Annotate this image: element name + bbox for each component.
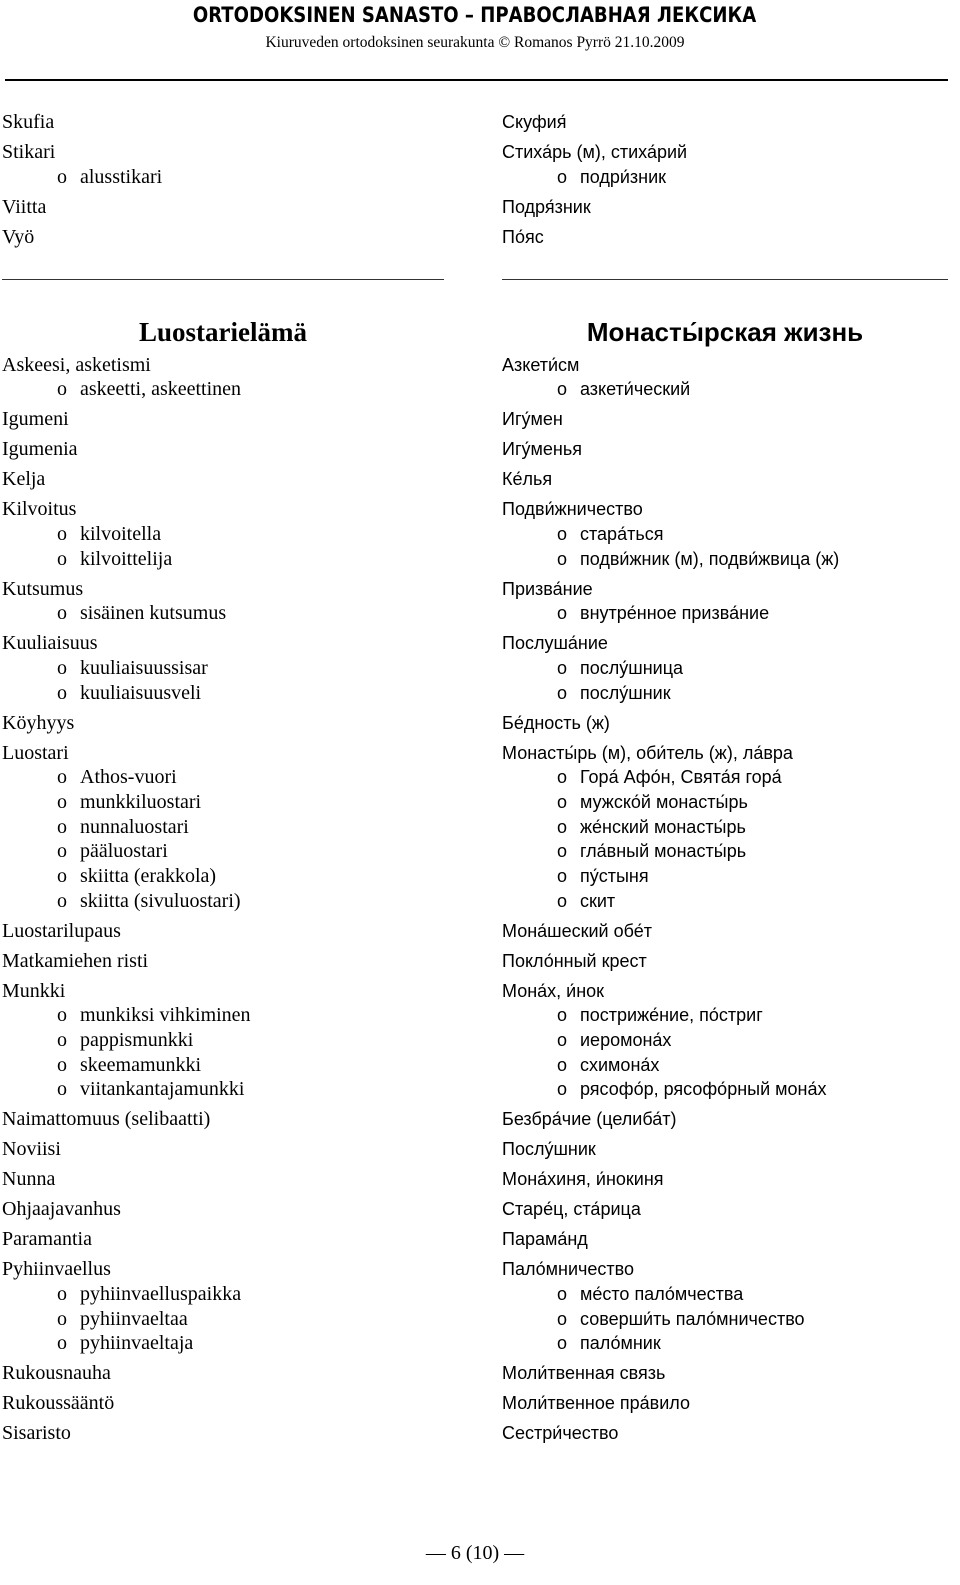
finnish-term: viitankantajamunkki — [80, 1078, 245, 1101]
russian-term: Стиха́рь (м), стиха́рий — [502, 141, 688, 162]
russian-column-divider — [502, 279, 948, 280]
glossary-entry-row — [2, 407, 948, 432]
finnish-term: Paramantia — [2, 1228, 92, 1251]
russian-term: послу́шница — [580, 657, 684, 678]
finnish-term-cell — [2, 631, 502, 656]
finnish-term-cell — [2, 839, 502, 864]
russian-term: Старе́ц, ста́рица — [502, 1199, 641, 1220]
finnish-term-cell — [2, 547, 502, 572]
russian-term-cell — [502, 225, 948, 250]
russian-term: Безбра́чие (целиба́т) — [502, 1109, 677, 1130]
bullet-marker: o — [557, 816, 568, 837]
finnish-term: Nunna — [2, 1168, 56, 1191]
finnish-term: Köyhyys — [2, 711, 75, 734]
finnish-term: Stikari — [2, 140, 56, 163]
russian-term: Бе́дность (ж) — [502, 712, 610, 733]
finnish-term-cell — [2, 353, 502, 378]
russian-term: Сестри́чество — [502, 1423, 619, 1444]
bullet-marker: o — [557, 379, 568, 400]
finnish-term-cell — [2, 1137, 502, 1162]
russian-term-cell — [502, 1361, 948, 1386]
russian-term-cell — [502, 815, 948, 840]
russian-term-cell — [502, 765, 948, 790]
russian-term-cell — [502, 601, 948, 626]
finnish-term: pappismunkki — [80, 1029, 194, 1052]
finnish-term-cell — [2, 1361, 502, 1386]
russian-term-cell — [502, 790, 948, 815]
glossary-subentry-row — [2, 377, 948, 402]
russian-term: Моли́твенная связь — [502, 1363, 666, 1384]
russian-term-cell — [502, 741, 948, 766]
bullet-marker: o — [57, 378, 67, 401]
bullet-marker: o — [557, 1333, 568, 1354]
glossary-entry-row — [2, 1107, 948, 1132]
russian-term-cell — [502, 1003, 948, 1028]
bullet-marker: o — [557, 1005, 568, 1026]
russian-term-cell — [502, 577, 948, 602]
finnish-term: Pyhiinvaellus — [2, 1258, 111, 1281]
russian-term: По́яс — [502, 226, 544, 247]
finnish-term: Skufia — [2, 111, 55, 133]
glossary-subentry-row — [2, 1077, 948, 1102]
finnish-term: Kuuliaisuus — [2, 632, 98, 655]
bullet-marker: o — [557, 841, 568, 862]
finnish-term: kilvoitella — [80, 522, 162, 545]
finnish-term-cell — [2, 407, 502, 432]
bullet-marker: o — [57, 815, 67, 838]
bullet-marker: o — [57, 1029, 67, 1052]
finnish-term-cell — [2, 1257, 502, 1282]
finnish-term: Matkamiehen risti — [2, 949, 149, 972]
document-title-text: ORTODOKSINEN SANASTO – ПРАВОСЛАВНАЯ ЛЕКСИКА — [193, 3, 757, 27]
russian-term-cell — [502, 979, 948, 1004]
russian-term-cell — [502, 467, 948, 492]
russian-term-cell — [502, 1077, 948, 1102]
glossary-subentry-row — [2, 656, 948, 681]
glossary-subentry-row — [2, 547, 948, 572]
finnish-term-cell — [2, 711, 502, 736]
finnish-term-cell — [2, 165, 502, 190]
header-divider — [5, 79, 948, 81]
russian-term: Пало́мничество — [502, 1259, 635, 1280]
russian-term-cell — [502, 656, 948, 681]
finnish-term-cell — [2, 741, 502, 766]
glossary-entry-row — [2, 1361, 948, 1386]
glossary-entry-row — [2, 577, 948, 602]
glossary-subentry-row — [2, 839, 948, 864]
bullet-marker: o — [557, 1079, 568, 1100]
russian-term-cell — [502, 165, 948, 190]
finnish-term: kilvoittelija — [80, 547, 173, 570]
bullet-marker: o — [57, 1004, 67, 1027]
finnish-term-cell — [2, 601, 502, 626]
finnish-term: pyhiinvaeltaja — [80, 1332, 194, 1355]
finnish-term: Igumeni — [2, 408, 69, 431]
section-heading-russian: Монасты́рская жизнь — [586, 317, 864, 347]
glossary-subentry-row — [2, 790, 948, 815]
glossary-entry-row — [2, 467, 948, 492]
finnish-term: Noviisi — [2, 1138, 61, 1161]
russian-term-cell — [502, 547, 948, 572]
finnish-term: nunnaluostari — [80, 815, 189, 838]
finnish-term: Rukousnauha — [2, 1362, 111, 1385]
finnish-term-cell — [2, 497, 502, 522]
russian-term-cell — [502, 110, 948, 135]
russian-term-cell — [502, 711, 948, 736]
document-subtitle: Kiuruveden ortodoksinen seurakunta © Romanos Pyrrö 21.10.2009 — [265, 34, 685, 51]
russian-term-cell — [502, 377, 948, 402]
glossary-entry-row — [2, 949, 948, 974]
russian-term-cell — [502, 1282, 948, 1307]
russian-term: схимона́х — [580, 1054, 660, 1075]
finnish-term-cell — [2, 195, 502, 220]
finnish-term-cell — [2, 1421, 502, 1446]
glossary-entry-row — [2, 140, 948, 165]
finnish-column-divider — [2, 279, 444, 280]
finnish-term: skeemamunkki — [80, 1053, 202, 1076]
glossary-entry-row — [2, 353, 948, 378]
finnish-term: askeetti, askeettinen — [80, 378, 242, 401]
glossary-entry-row — [2, 979, 948, 1004]
russian-term: соверши́ть пало́мничество — [580, 1308, 805, 1329]
russian-term-cell — [502, 407, 948, 432]
finnish-term: Luostarilupaus — [2, 919, 121, 942]
russian-term: мужско́й монасты́рь — [580, 791, 748, 812]
finnish-term: Askeesi, asketismi — [2, 353, 151, 376]
bullet-marker: o — [57, 165, 67, 188]
glossary-entry-row — [2, 497, 948, 522]
russian-term: Мона́хиня, и́нокиня — [502, 1169, 664, 1190]
glossary-entry-row — [2, 225, 948, 250]
document-title — [0, 2, 950, 28]
russian-term: Парама́нд — [502, 1229, 588, 1250]
glossary-subentry-row — [2, 1053, 948, 1078]
bullet-marker: o — [57, 790, 67, 813]
russian-term-cell — [502, 1391, 948, 1416]
glossary-entry-row — [2, 741, 948, 766]
finnish-term: Ohjaajavanhus — [2, 1198, 121, 1221]
russian-term-cell — [502, 1028, 948, 1053]
russian-term: рясофо́р, рясофо́рный мона́х — [580, 1079, 827, 1100]
russian-term: Мона́х, и́нок — [502, 980, 605, 1001]
finnish-term-cell — [2, 1028, 502, 1053]
finnish-term-cell — [2, 949, 502, 974]
finnish-term-cell — [2, 1053, 502, 1078]
russian-term: Азкети́см — [502, 354, 580, 375]
glossary-entry-row — [2, 1137, 948, 1162]
finnish-term-cell — [2, 110, 502, 135]
russian-term: Покло́нный крест — [502, 950, 647, 971]
bullet-marker: o — [57, 865, 67, 888]
finnish-term: Rukoussääntö — [2, 1392, 115, 1415]
glossary-subentry-row — [2, 1331, 948, 1356]
russian-term-cell — [502, 1107, 948, 1132]
bullet-marker: o — [557, 523, 568, 544]
russian-term: ме́сто пало́мчества — [580, 1284, 744, 1305]
finnish-term: Athos-vuori — [80, 766, 177, 789]
russian-term-cell — [502, 1167, 948, 1192]
finnish-term-cell — [2, 1391, 502, 1416]
finnish-term: kuuliaisuussisar — [80, 656, 208, 679]
russian-term-cell — [502, 1421, 948, 1446]
finnish-term-cell — [2, 681, 502, 706]
section-heading-finnish: Luostarielämä — [139, 317, 307, 347]
finnish-term: Igumenia — [2, 438, 78, 461]
glossary-subentry-row — [2, 601, 948, 626]
finnish-term: sisäinen kutsumus — [80, 602, 227, 625]
glossary-subentry-row — [2, 522, 948, 547]
finnish-term-cell — [2, 1107, 502, 1132]
glossary-subentry-row — [2, 681, 948, 706]
glossary-subentry-row — [2, 864, 948, 889]
finnish-term-cell — [2, 765, 502, 790]
russian-term-cell — [502, 353, 948, 378]
finnish-term: alusstikari — [80, 165, 163, 188]
glossary-subentry-row — [2, 1307, 948, 1332]
bullet-marker: o — [57, 1078, 67, 1101]
glossary-entry-row — [2, 919, 948, 944]
finnish-term: Kelja — [2, 468, 46, 491]
bullet-marker: o — [57, 1332, 67, 1355]
russian-term: стара́ться — [580, 523, 664, 544]
finnish-term-cell — [2, 577, 502, 602]
russian-term: Ке́лья — [502, 469, 553, 490]
bullet-marker: o — [57, 1307, 67, 1330]
finnish-term-cell — [2, 864, 502, 889]
bullet-marker: o — [57, 1053, 67, 1076]
glossary-subentry-row — [2, 765, 948, 790]
finnish-term-cell — [2, 1167, 502, 1192]
finnish-term-cell — [2, 889, 502, 914]
russian-term: подви́жник (м), подви́жвица (ж) — [580, 548, 840, 569]
russian-term-cell — [502, 949, 948, 974]
russian-term-cell — [502, 631, 948, 656]
finnish-term-cell — [2, 1227, 502, 1252]
glossary-subentry-row — [2, 815, 948, 840]
finnish-term: skiitta (erakkola) — [80, 865, 217, 888]
finnish-term: Luostari — [2, 741, 69, 764]
bullet-marker: o — [57, 602, 67, 625]
russian-term-cell — [502, 889, 948, 914]
glossary-entry-row — [2, 1257, 948, 1282]
bullet-marker: o — [57, 889, 67, 912]
glossary-entry-row — [2, 1421, 948, 1446]
bullet-marker: o — [557, 548, 568, 569]
finnish-term: kuuliaisuusveli — [80, 681, 202, 704]
glossary-subentry-row — [2, 889, 948, 914]
finnish-term-cell — [2, 437, 502, 462]
finnish-term: Naimattomuus (selibaatti) — [2, 1108, 211, 1131]
russian-term-cell — [502, 140, 948, 165]
russian-term: внутре́нное призва́ние — [580, 603, 770, 624]
finnish-term: Kilvoitus — [2, 498, 77, 521]
glossary-entry-row — [2, 437, 948, 462]
russian-term-cell — [502, 1331, 948, 1356]
russian-term: пу́стыня — [580, 866, 649, 887]
bullet-marker: o — [557, 657, 568, 678]
finnish-term-cell — [2, 790, 502, 815]
bullet-marker: o — [557, 1054, 568, 1075]
glossary-entry-row — [2, 711, 948, 736]
russian-term: Послуша́ние — [502, 633, 608, 654]
russian-term: Игу́мен — [502, 409, 563, 430]
bullet-marker: o — [557, 1308, 568, 1329]
russian-term-cell — [502, 522, 948, 547]
finnish-term: munkkiluostari — [80, 790, 202, 813]
finnish-term-cell — [2, 919, 502, 944]
finnish-term: skiitta (sivuluostari) — [80, 889, 241, 912]
finnish-term: munkiksi vihkiminen — [80, 1004, 251, 1027]
glossary-subentry-row — [2, 1003, 948, 1028]
russian-term: Мона́шеский обе́т — [502, 920, 652, 941]
glossary-subentry-row — [2, 165, 948, 190]
finnish-term: pääluostari — [80, 840, 168, 863]
finnish-term-cell — [2, 1003, 502, 1028]
finnish-term: Viitta — [2, 195, 47, 218]
glossary-subentry-row — [2, 1282, 948, 1307]
bullet-marker: o — [557, 682, 568, 703]
finnish-term-cell — [2, 140, 502, 165]
russian-term-cell — [502, 1053, 948, 1078]
russian-term: Призва́ние — [502, 578, 593, 599]
russian-term: же́нский монасты́рь — [580, 816, 746, 837]
russian-term-cell — [502, 497, 948, 522]
finnish-term-cell — [2, 1197, 502, 1222]
russian-term: Игу́менья — [502, 439, 582, 460]
russian-term-cell — [502, 1137, 948, 1162]
finnish-term-cell — [2, 1282, 502, 1307]
finnish-term: Vyö — [2, 225, 35, 248]
russian-term-cell — [502, 864, 948, 889]
russian-term-cell — [502, 1227, 948, 1252]
glossary-entry-row — [2, 1227, 948, 1252]
russian-term: Моли́твенное пра́вило — [502, 1393, 690, 1414]
bullet-marker: o — [557, 1030, 568, 1051]
bullet-marker: o — [57, 1283, 67, 1306]
russian-term: Скуфия́ — [502, 112, 567, 132]
finnish-term: Munkki — [2, 979, 66, 1002]
glossary-entry-row — [2, 1197, 948, 1222]
finnish-term: Sisaristo — [2, 1422, 71, 1445]
bullet-marker: o — [57, 840, 67, 863]
bullet-marker: o — [57, 766, 67, 789]
bullet-marker: o — [57, 681, 67, 704]
finnish-term-cell — [2, 1077, 502, 1102]
bullet-marker: o — [557, 603, 568, 624]
glossary-entry-row — [2, 1167, 948, 1192]
glossary-entry-row — [2, 195, 948, 220]
russian-term-cell — [502, 1197, 948, 1222]
finnish-term: Kutsumus — [2, 577, 84, 600]
finnish-term: pyhiinvaelluspaikka — [80, 1283, 242, 1306]
finnish-term-cell — [2, 815, 502, 840]
finnish-term-cell — [2, 1307, 502, 1332]
russian-term: Монасты́рь (м), оби́тель (ж), ла́вра — [502, 742, 793, 763]
glossary-entry-row — [2, 631, 948, 656]
russian-term-cell — [502, 195, 948, 220]
glossary-entry-row — [2, 110, 948, 135]
bullet-marker: o — [557, 166, 568, 187]
russian-term: подри́зник — [580, 166, 667, 187]
vestments-glossary-list — [2, 110, 948, 249]
russian-term: иеромона́х — [580, 1030, 672, 1051]
bullet-marker: o — [557, 767, 568, 788]
bullet-marker: o — [57, 547, 67, 570]
russian-term: гла́вный монасты́рь — [580, 841, 747, 862]
russian-term-cell — [502, 1307, 948, 1332]
russian-term: послу́шник — [580, 682, 671, 703]
monastic-life-glossary-list — [2, 353, 948, 1446]
russian-term: пало́мник — [580, 1333, 661, 1354]
glossary-entry-row — [2, 1391, 948, 1416]
russian-term: азкети́ческий — [580, 379, 691, 400]
russian-term: Гора́ Афо́н, Свята́я гора́ — [580, 767, 782, 788]
finnish-term-cell — [2, 225, 502, 250]
finnish-term-cell — [2, 522, 502, 547]
russian-term-cell — [502, 919, 948, 944]
finnish-term-cell — [2, 377, 502, 402]
russian-term-cell — [502, 1257, 948, 1282]
finnish-term-cell — [2, 1331, 502, 1356]
glossary-subentry-row — [2, 1028, 948, 1053]
russian-term: Подви́жничество — [502, 499, 643, 520]
page-number: — 6 (10) — — [425, 1542, 525, 1564]
russian-term-cell — [502, 839, 948, 864]
russian-term: постриже́ние, по́стриг — [580, 1005, 763, 1026]
russian-term: скит — [580, 890, 616, 911]
bullet-marker: o — [557, 1284, 568, 1305]
bullet-marker: o — [557, 866, 568, 887]
russian-term-cell — [502, 681, 948, 706]
russian-term-cell — [502, 437, 948, 462]
russian-term: Послу́шник — [502, 1139, 596, 1160]
finnish-term-cell — [2, 656, 502, 681]
bullet-marker: o — [57, 522, 67, 545]
finnish-term-cell — [2, 467, 502, 492]
finnish-term-cell — [2, 979, 502, 1004]
russian-term: Подря́зник — [502, 196, 591, 217]
bullet-marker: o — [557, 791, 568, 812]
bullet-marker: o — [557, 890, 568, 911]
finnish-term: pyhiinvaeltaa — [80, 1307, 188, 1330]
bullet-marker: o — [57, 656, 67, 679]
